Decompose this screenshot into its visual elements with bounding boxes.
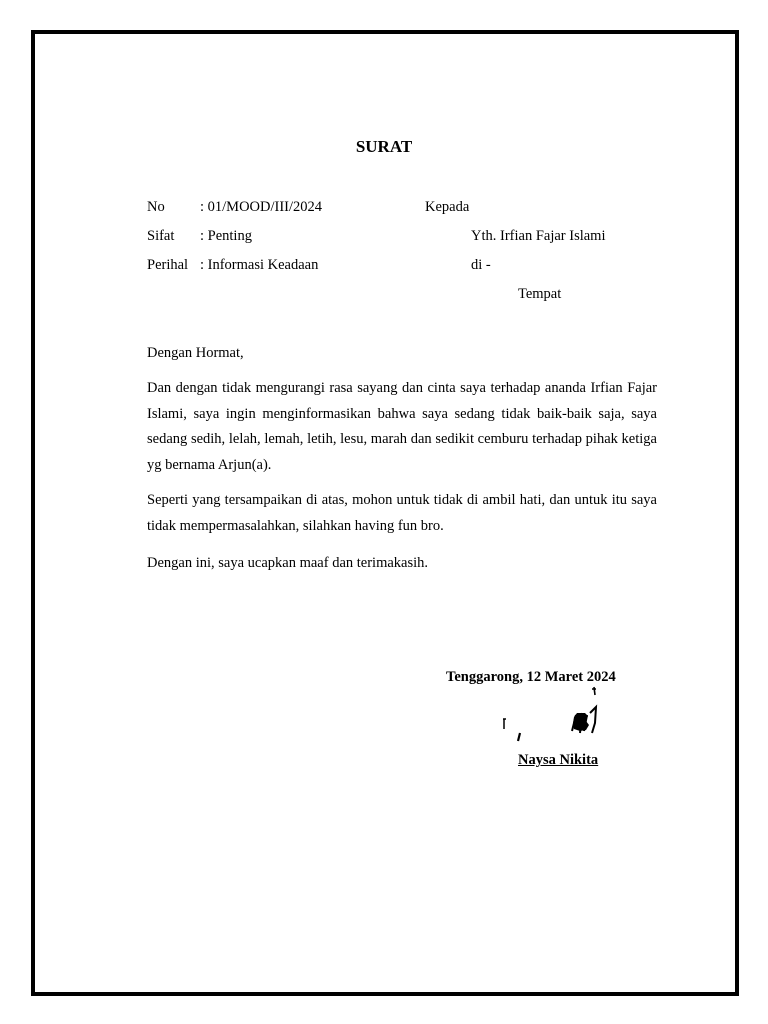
greeting: Dengan Hormat, <box>147 345 244 361</box>
body-paragraph-2: Seperti yang tersampaikan di atas, mohon untuk tidak di ambil hati, dan untuk itu saya tidak mempermasalahkan, silahkan having fun bro. <box>147 492 657 534</box>
perihal-label: Perihal <box>147 257 189 273</box>
no-label: No <box>147 199 165 215</box>
letter-title: SURAT <box>355 137 413 156</box>
perihal-value: : Informasi Keadaan <box>200 257 319 273</box>
place-date: Tenggarong, 12 Maret 2024 <box>446 669 616 685</box>
signature-mark <box>500 683 610 743</box>
recipient-name: Yth. Irfian Fajar Islami <box>471 228 606 244</box>
body-paragraph-3: Dengan ini, saya ucapkan maaf dan terimakasih. <box>147 555 429 571</box>
no-value: : 01/MOOD/III/2024 <box>200 199 323 215</box>
recipient-kepada: Kepada <box>425 199 470 215</box>
sifat-label: Sifat <box>147 228 175 244</box>
body-paragraph-1: Dan dengan tidak mengurangi rasa sayang dan cinta saya terhadap ananda Irfian Fajar Islami, saya ingin menginformasikan bahwa saya sedang tidak baik-baik saja, saya sedang sedih, lelah, lemah, letih, lesu, marah dan sedikit cemburu terhadap pihak ketiga yg bernama Arjun(a). <box>147 380 657 473</box>
signer-name: Naysa Nikita <box>518 752 599 768</box>
recipient-di: di - <box>471 257 491 273</box>
recipient-tempat: Tempat <box>518 286 562 302</box>
sifat-value: : Penting <box>200 228 252 244</box>
